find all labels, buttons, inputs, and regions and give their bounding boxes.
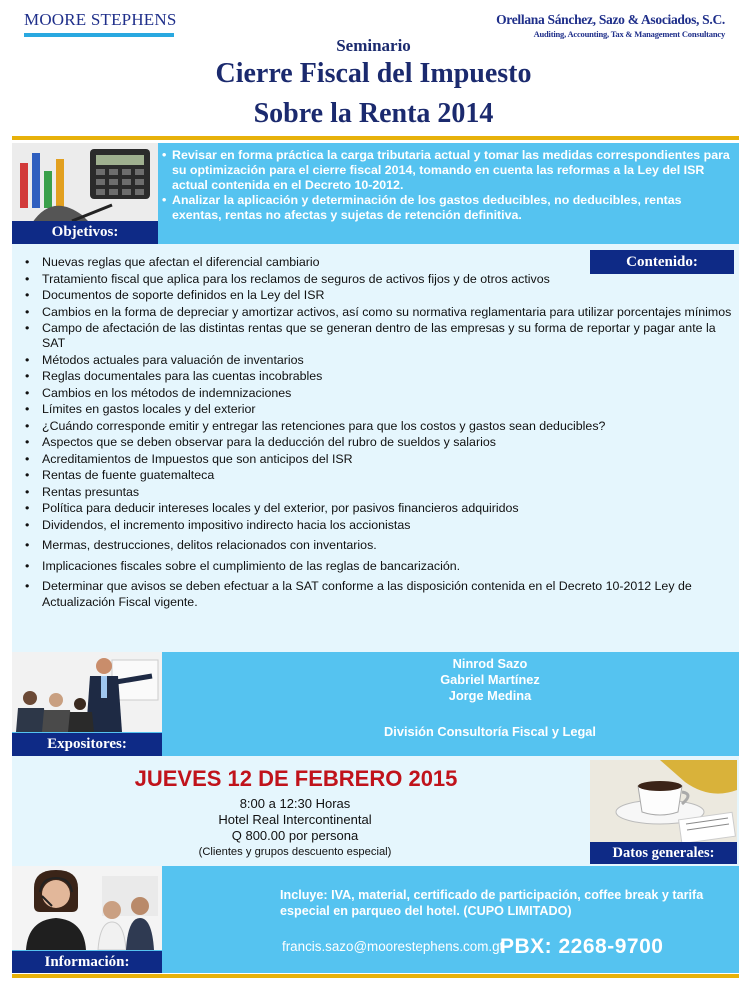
call-center-photo [12,866,162,950]
content-item: • Aspectos que se deben observar para la deducción del rubro de sueldos y salarios [24,435,736,450]
event-venue: Hotel Real Intercontinental [218,812,372,827]
event-info [150,796,440,860]
seminar-label: Seminario [336,36,411,55]
division-name: División Consultoría Fiscal y Legal [384,724,596,739]
objective-item: • Analizar la aplicación y determinación de los gastos deducibles, no deducibles, rentas exentas, rentas no afectas y sujetas de retención definitiva. [162,193,734,223]
content-item [24,272,736,287]
gold-divider-bottom [12,974,739,978]
contact-phone[interactable]: PBX: 2268-9700 [500,935,664,958]
content-item: • ¿Cuándo corresponde emitir y entregar las retenciones para que los costos y gastos sean deducibles? [24,419,736,434]
event-date: JUEVES 12 DE FEBRERO 2015 [134,766,458,791]
speaker-name: Ninrod Sazo [452,656,528,671]
page-title-line2: Sobre la Renta 2014 [253,98,494,129]
event-price: Q 800.00 por persona [231,828,359,843]
content-item: • Nuevas reglas que afectan el diferencial cambiario [24,255,736,270]
content-item: • Mermas, destrucciones, delitos relacionados con inventarios. [24,538,736,553]
calculator-chart-photo [12,143,158,223]
content-item: • Campo de afectación de las distintas rentas que se generan dentro de las empresas y su forma de reportar y pagar ante la SAT [24,321,736,352]
content-item: • Rentas presuntas [24,485,736,500]
firm-tagline: Auditing, Accounting, Tax & Management Consultancy [533,29,725,39]
general-data-label: Datos generales: [590,842,737,864]
coffee-cup-photo [590,760,737,842]
content-list [24,255,736,611]
includes-text: Incluye: IVA, material, certificado de participación, coffee break y tarifa especial en parqueo del hotel. (CUPO LIMITADO) [280,888,704,918]
content-item: • Métodos actuales para valuación de inventarios [24,353,736,368]
objectives-label: Objetivos: [12,221,158,244]
content-item: • Dividendos, el incremento impositivo indirecto hacia los accionistas [24,518,736,533]
speakers-label: Expositores: [12,733,162,756]
objectives-list [162,148,734,223]
business-meeting-photo [12,652,162,732]
content-item: • Acreditamientos de Impuestos que son anticipos del ISR [24,452,736,467]
content-item: • Implicaciones fiscales sobre el cumplimiento de las reglas de bancarización. [24,559,736,574]
content-item: • Límites en gastos locales y del exterior [24,402,736,417]
contact-email[interactable]: francis.sazo@moorestephens.com.gt [282,939,504,954]
content-item: • Cambios en los métodos de indemnizaciones [24,386,736,401]
information-label: Información: [12,951,162,973]
content-item: • Rentas de fuente guatemalteca [24,468,736,483]
content-item: • Documentos de soporte definidos en la Ley del ISR [24,288,736,303]
firm-logo [496,12,725,39]
objective-item: • Revisar en forma práctica la carga tributaria actual y tomar las medidas correspondientes para su optimización para el cierre fiscal 2014, tomando en cuenta las reformas a la Ley del ISR actual contenida en el Decreto 10-2012. [162,148,734,193]
moore-stephens-logo: MOORE STEPHENS [24,10,177,29]
event-hours: 8:00 a 12:30 Horas [239,796,351,811]
speaker-list [330,656,650,704]
firm-name: Orellana Sánchez, Sazo & Asociados, S.C. [496,12,725,27]
content-item: • Reglas documentales para las cuentas incobrables [24,369,736,384]
content-label: Contenido: [590,250,734,274]
speaker-name: Jorge Medina [448,688,532,703]
content-item: • Política para deducir intereses locales y del exterior, por pasivos financieros adquiridos [24,501,736,516]
content-item: • Determinar que avisos se deben efectuar a la SAT conforme a las disposición contenida en el Decreto 10-2012 Ley de Actualización Fiscal vigente. [24,579,736,610]
gold-divider [12,136,739,140]
event-discount: (Clientes y grupos descuento especial) [198,846,392,858]
speaker-name: Gabriel Martínez [440,672,540,687]
content-item-text: Tratamiento fiscal que aplica para los reclamos de seguros de activos fijos y de otros activos [42,271,550,286]
content-item: • Cambios en la forma de depreciar y amortizar activos, así como su normativa reglamentaria para utilizar porcentajes mínimos [24,305,736,320]
page-title-line1: Cierre Fiscal del Impuesto [215,58,532,89]
